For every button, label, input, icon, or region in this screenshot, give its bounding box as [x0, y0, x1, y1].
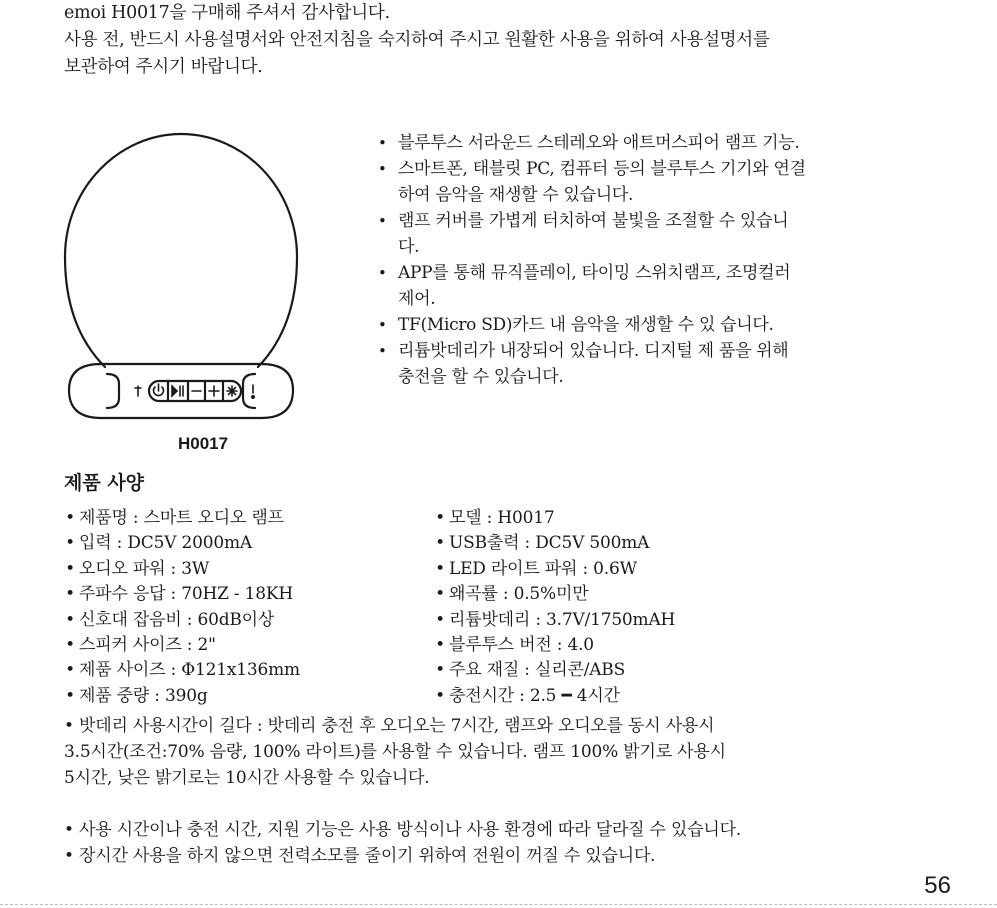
spec-item: 충전시간 : 2.5 ━ 4시간 [449, 685, 620, 706]
footnote-list [64, 817, 964, 869]
battery-note-line: 5시간, 낮은 밝기로는 10시간 사용할 수 있습니다. [64, 768, 430, 788]
spec-row: • 오디오 파워 : 3W • LED 라이트 파워 : 0.6W [65, 558, 637, 579]
feature-item: • 램프 커버를 가볍게 터치하여 불빛을 조절할 수 있습니다. [376, 208, 806, 260]
intro-line-2: 사용 전, 반드시 사용설명서와 안전지침을 숙지하여 주시고 원활한 사용을 위하여 사용설명서를 [64, 30, 770, 50]
lamp-globe-outline [65, 134, 297, 367]
feature-item: • 스마트폰, 태블릿 PC, 컴퓨터 등의 블루투스 기기와 연결하여 음악을 재생할 수 있습니다. [376, 156, 806, 208]
spec-row: • 스피커 사이즈 : 2" • 블루투스 버전 : 4.0 [65, 634, 594, 655]
spec-item: 스피커 사이즈 : 2" [79, 634, 216, 655]
page-number: 56 [924, 872, 951, 899]
battery-note-line: • 밧데리 사용시간이 길다 : 밧데리 충전 후 오디오는 7시간, 램프와 오디오를 동시 사용시 [64, 716, 715, 736]
spec-item: 모델 : H0017 [449, 508, 555, 528]
spec-item: LED 라이트 파워 : 0.6W [449, 558, 637, 579]
play-pause-icon [172, 386, 183, 396]
battery-note [64, 713, 944, 791]
spec-item: 블루투스 버전 : 4.0 [449, 634, 594, 655]
spec-row: • 입력 : DC5V 2000mA • USB출력 : DC5V 500mA [65, 533, 650, 554]
spec-item: 주요 재질 : 실리콘/ABS [449, 660, 626, 681]
asterisk-icon [227, 386, 237, 396]
spec-item: 제품 사이즈 : Φ121x136mm [79, 660, 300, 681]
feature-item: • TF(Micro SD)카드 내 음악을 재생할 수 있 습니다. [376, 312, 806, 338]
intro-line-3: 보관하여 주시기 바랍니다. [64, 57, 263, 77]
battery-note-line: 3.5시간(조건:70% 음량, 100% 라이트)를 사용할 수 있습니다. 램프 100% 밝기로 사용시 [64, 742, 726, 762]
spec-row: • 주파수 응답 : 70HZ - 18KH • 왜곡률 : 0.5%미만 [65, 584, 589, 605]
plus-icon [209, 386, 219, 396]
microphone-icon [135, 386, 141, 396]
spec-table [64, 506, 964, 709]
speaker-lamp-illustration [55, 112, 315, 462]
spec-item: 주파수 응답 : 70HZ - 18KH [79, 584, 294, 605]
feature-list [376, 130, 806, 390]
footnote-item: • 장시간 사용을 하지 않으면 전력소모를 줄이기 위하여 전원이 꺼질 수 있습니다. [64, 846, 656, 866]
feature-item: • APP를 통해 뮤직플레이, 타이밍 스위치램프, 조명컬러 제어. [376, 260, 806, 312]
indicator-light-icon [252, 385, 254, 398]
feature-item: • 블루투스 서라운드 스테레오와 애트머스피어 램프 기능. [376, 130, 806, 156]
bottom-divider [0, 904, 997, 905]
spec-title: 제품 사양 [64, 472, 145, 494]
power-icon [154, 384, 164, 396]
spec-item: USB출력 : DC5V 500mA [449, 533, 650, 554]
spec-item: 오디오 파워 : 3W [79, 558, 210, 579]
lamp-base-outline [69, 364, 293, 418]
spec-item: 리튬밧데리 : 3.7V/1750mAH [449, 609, 676, 630]
spec-row: • 제품명 : 스마트 오디오 램프 • 모델 : H0017 [65, 508, 555, 528]
intro-text [64, 0, 964, 81]
spec-row: • 제품 중량 : 390g • 충전시간 : 2.5 ━ 4시간 [65, 685, 620, 706]
spec-row: • 신호대 잡음비 : 60dB이상 • 리튬밧데리 : 3.7V/1750mAH [65, 609, 676, 630]
spec-item: 제품 중량 : 390g [79, 685, 208, 706]
intro-line-1: emoi H0017을 구매해 주셔서 감사합니다. [64, 3, 390, 23]
spec-item: 신호대 잡음비 : 60dB이상 [79, 609, 275, 630]
footnote-item: • 사용 시간이나 충전 시간, 지원 기능은 사용 방식이나 사용 환경에 따라 달라질 수 있습니다. [64, 820, 742, 840]
feature-item: • 리튬밧데리가 내장되어 있습니다. 디지털 제 품을 위해 충전을 할 수 있습니다. [376, 338, 806, 390]
spec-item: 제품명 : 스마트 오디오 램프 [79, 508, 284, 528]
spec-row: • 제품 사이즈 : Φ121x136mm • 주요 재질 : 실리콘/ABS [65, 660, 626, 681]
spec-item: 입력 : DC5V 2000mA [79, 533, 252, 554]
model-label: H0017 [178, 434, 229, 453]
spec-item: 왜곡률 : 0.5%미만 [449, 584, 589, 605]
